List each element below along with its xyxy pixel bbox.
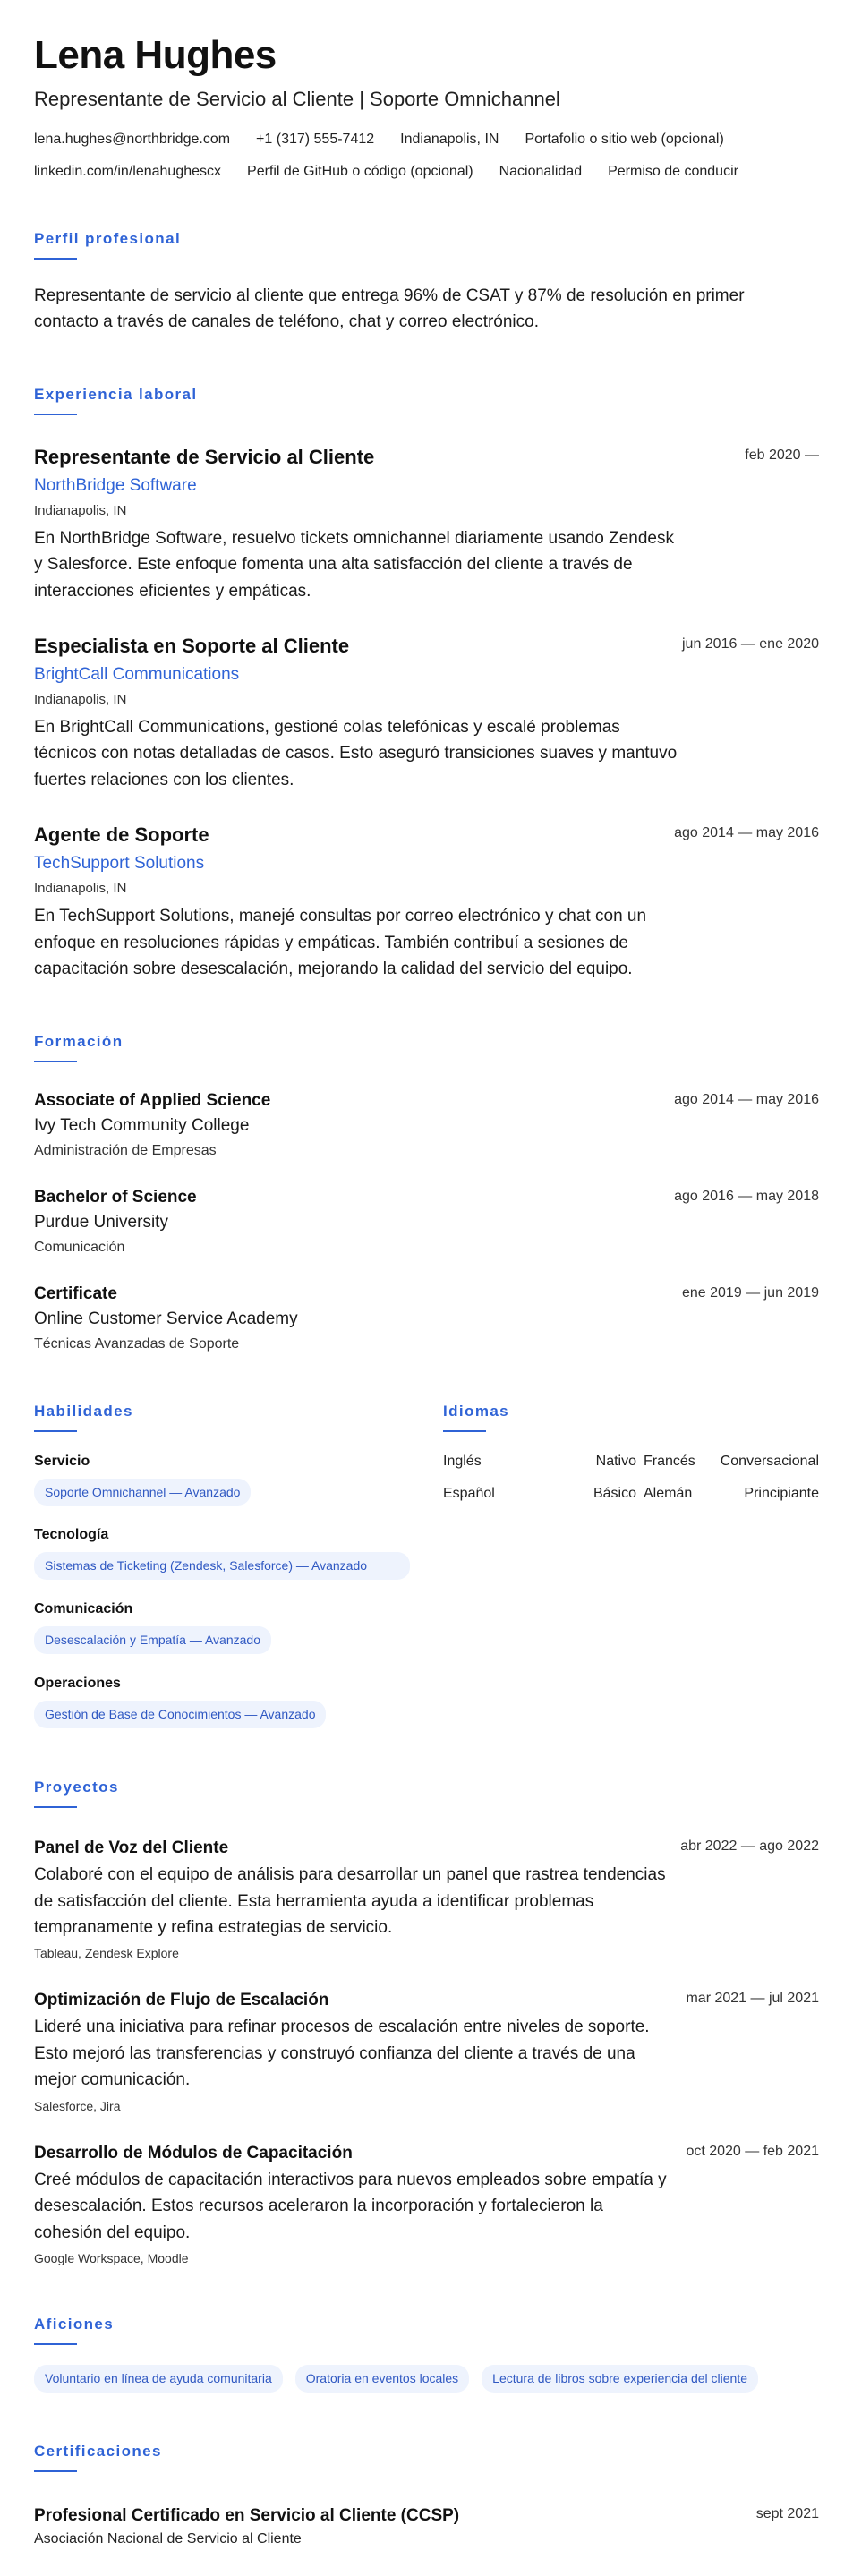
project-description: Lideré una iniciativa para refinar procesos de escalación entre niveles de soporte. Esto mejoró las transferencias y construyó confianza del cliente a través de una mejor comunicación. [34, 2017, 650, 2090]
section-title-experience: Experiencia laboral [34, 385, 198, 403]
job-location: Indianapolis, IN [34, 691, 127, 707]
project-tools: Google Workspace, Moodle [34, 2251, 189, 2266]
language-name: Francés [644, 1453, 695, 1469]
job-description: En BrightCall Communications, gestioné colas telefónicas y escalé problemas técnicos con notas detalladas de casos. Esto aseguró transiciones suaves y mantuvo fuertes relaciones con los clientes. [34, 717, 678, 789]
skills-languages-row [34, 1352, 819, 1729]
project-dates: oct 2020 — feb 2021 [686, 2143, 819, 2159]
skill-chip: Desescalación y Empatía — Avanzado [34, 1626, 271, 1654]
education-entry [34, 1188, 819, 1256]
hobby-chip: Voluntario en línea de ayuda comunitaria [34, 2365, 283, 2393]
experience-section [34, 386, 819, 983]
skill-category: Tecnología [34, 1527, 109, 1543]
skill-chip: Sistemas de Ticketing (Zendesk, Salesforce) — Avanzado [34, 1552, 410, 1580]
contact-nationality: Nacionalidad [499, 163, 583, 179]
education-school: Purdue University [34, 1212, 168, 1232]
hobbies-section [34, 2316, 819, 2393]
section-title-education: Formación [34, 1032, 124, 1050]
job-description: En TechSupport Solutions, manejé consultas por correo electrónico y chat con un enfoque en resoluciones rápidas y empáticas. También contribuí a sesiones de capacitación sobre desescalación, mejorando la calidad del servicio del equipo. [34, 907, 647, 979]
education-degree: Associate of Applied Science [34, 1090, 271, 1110]
contact-row-2 [34, 163, 819, 180]
project-description: Creé módulos de capacitación interactivos para nuevos empleados sobre empatía y desescalación. Estos recursos aceleraron la incorporación y fortalecieron la cohesión del equipo. [34, 2170, 667, 2242]
certification-org: Asociación Nacional de Servicio al Cliente [34, 2530, 302, 2546]
languages-section [443, 1352, 819, 1729]
profile-summary: Representante de servicio al cliente que entrega 96% de CSAT y 87% de resolución en primer contacto a través de canales de teléfono, chat y correo electrónico. [34, 286, 745, 332]
certification-name: Profesional Certificado en Servicio al Cliente (CCSP) [34, 2505, 460, 2525]
skill-chip: Soporte Omnichannel — Avanzado [34, 1479, 251, 1506]
languages-grid [443, 1454, 819, 1502]
language-name: Español [443, 1485, 495, 1501]
project-entry [34, 2144, 819, 2265]
job-location: Indianapolis, IN [34, 502, 127, 518]
contact-location: Indianapolis, IN [400, 132, 499, 148]
experience-entry [34, 635, 819, 793]
contact-email[interactable]: lena.hughes@northbridge.com [34, 132, 231, 148]
job-dates: jun 2016 — ene 2020 [681, 635, 819, 652]
candidate-headline: Representante de Servicio al Cliente | Soporte Omnichannel [34, 88, 560, 111]
certification-date: sept 2021 [755, 2505, 819, 2521]
section-title-hobbies: Aficiones [34, 2316, 115, 2333]
job-description: En NorthBridge Software, resuelvo tickets omnichannel diariamente usando Zendesk y Salesforce. Este enfoque fomenta una alta satisfacción del cliente a través de interacciones eficientes y empáticas. [34, 528, 674, 601]
project-tools: Salesforce, Jira [34, 2098, 121, 2113]
certifications-section [34, 2443, 819, 2547]
job-company[interactable]: NorthBridge Software [34, 475, 197, 495]
candidate-name: Lena Hughes [34, 33, 277, 77]
profile-section [34, 230, 819, 336]
project-entry [34, 1838, 819, 1960]
language-name: Inglés [443, 1453, 482, 1469]
project-title: Panel de Voz del Cliente [34, 1838, 229, 1858]
job-dates: feb 2020 — [745, 447, 819, 463]
skill-group [34, 1454, 410, 1506]
language-level: Nativo [595, 1453, 636, 1469]
contact-phone[interactable]: +1 (317) 555-7412 [256, 132, 375, 148]
job-title: Agente de Soporte [34, 823, 209, 847]
section-divider [34, 1430, 77, 1432]
education-degree: Bachelor of Science [34, 1187, 197, 1207]
language-level: Principiante [744, 1485, 819, 1501]
project-dates: abr 2022 — ago 2022 [680, 1838, 819, 1855]
contact-driving-license: Permiso de conducir [608, 163, 738, 179]
education-field: Comunicación [34, 1239, 125, 1255]
education-degree: Certificate [34, 1284, 117, 1303]
section-divider [34, 1061, 77, 1062]
section-divider [443, 1430, 486, 1432]
skill-group [34, 1527, 410, 1580]
education-school: Online Customer Service Academy [34, 1309, 298, 1328]
education-school: Ivy Tech Community College [34, 1115, 250, 1135]
section-divider [34, 1806, 77, 1808]
job-dates: ago 2014 — may 2016 [674, 825, 819, 841]
job-title: Representante de Servicio al Cliente [34, 445, 375, 468]
project-entry [34, 1991, 819, 2112]
skill-category: Operaciones [34, 1676, 121, 1692]
education-entry [34, 1091, 819, 1159]
experience-entry [34, 823, 819, 982]
project-title: Desarrollo de Módulos de Capacitación [34, 2143, 353, 2162]
section-divider [34, 258, 77, 260]
language-level: Básico [593, 1485, 636, 1501]
job-company[interactable]: BrightCall Communications [34, 664, 240, 684]
job-location: Indianapolis, IN [34, 881, 127, 897]
skills-section [34, 1352, 410, 1729]
contact-linkedin[interactable]: linkedin.com/in/lenahughescx [34, 163, 222, 179]
language-name: Alemán [644, 1485, 693, 1501]
language-level: Conversacional [720, 1453, 819, 1469]
certification-entry [34, 2506, 819, 2547]
section-divider [34, 414, 77, 415]
contact-github[interactable]: Perfil de GitHub o código (opcional) [247, 163, 473, 179]
education-dates: ene 2019 — jun 2019 [681, 1284, 819, 1301]
education-field: Técnicas Avanzadas de Soporte [34, 1335, 240, 1352]
hobby-chip: Oratoria en eventos locales [295, 2365, 469, 2393]
job-title: Especialista en Soporte al Cliente [34, 634, 350, 657]
section-title-profile: Perfil profesional [34, 229, 182, 247]
project-dates: mar 2021 — jul 2021 [686, 1991, 819, 2007]
contact-row-1 [34, 131, 819, 148]
education-entry [34, 1284, 819, 1352]
skill-group [34, 1601, 410, 1654]
skill-chip: Gestión de Base de Conocimientos — Avanzado [34, 1701, 326, 1728]
hobbies-list [34, 2365, 819, 2393]
project-description: Colaboré con el equipo de análisis para desarrollar un panel que rastrea tendencias de satisfacción del cliente. Esta herramienta ayuda a identificar problemas tempranamente y refina estrategias de servicio. [34, 1865, 666, 1938]
section-divider [34, 2343, 77, 2345]
resume-header [34, 34, 819, 180]
education-dates: ago 2014 — may 2016 [674, 1091, 819, 1107]
projects-section [34, 1778, 819, 2265]
job-company[interactable]: TechSupport Solutions [34, 854, 205, 874]
experience-entry [34, 446, 819, 604]
section-title-languages: Idiomas [443, 1402, 510, 1420]
hobby-chip: Lectura de libros sobre experiencia del cliente [482, 2365, 758, 2393]
education-section [34, 1033, 819, 1352]
section-title-certifications: Certificaciones [34, 2442, 162, 2460]
skill-group [34, 1676, 410, 1728]
project-title: Optimización de Flujo de Escalación [34, 1991, 329, 2010]
contact-portfolio[interactable]: Portafolio o sitio web (opcional) [525, 132, 724, 148]
education-field: Administración de Empresas [34, 1142, 217, 1158]
education-dates: ago 2016 — may 2018 [674, 1188, 819, 1204]
section-divider [34, 2470, 77, 2472]
section-title-skills: Habilidades [34, 1402, 133, 1420]
project-tools: Tableau, Zendesk Explore [34, 1946, 179, 1961]
section-title-projects: Proyectos [34, 1778, 119, 1796]
skill-category: Comunicación [34, 1601, 133, 1617]
skill-category: Servicio [34, 1453, 90, 1469]
